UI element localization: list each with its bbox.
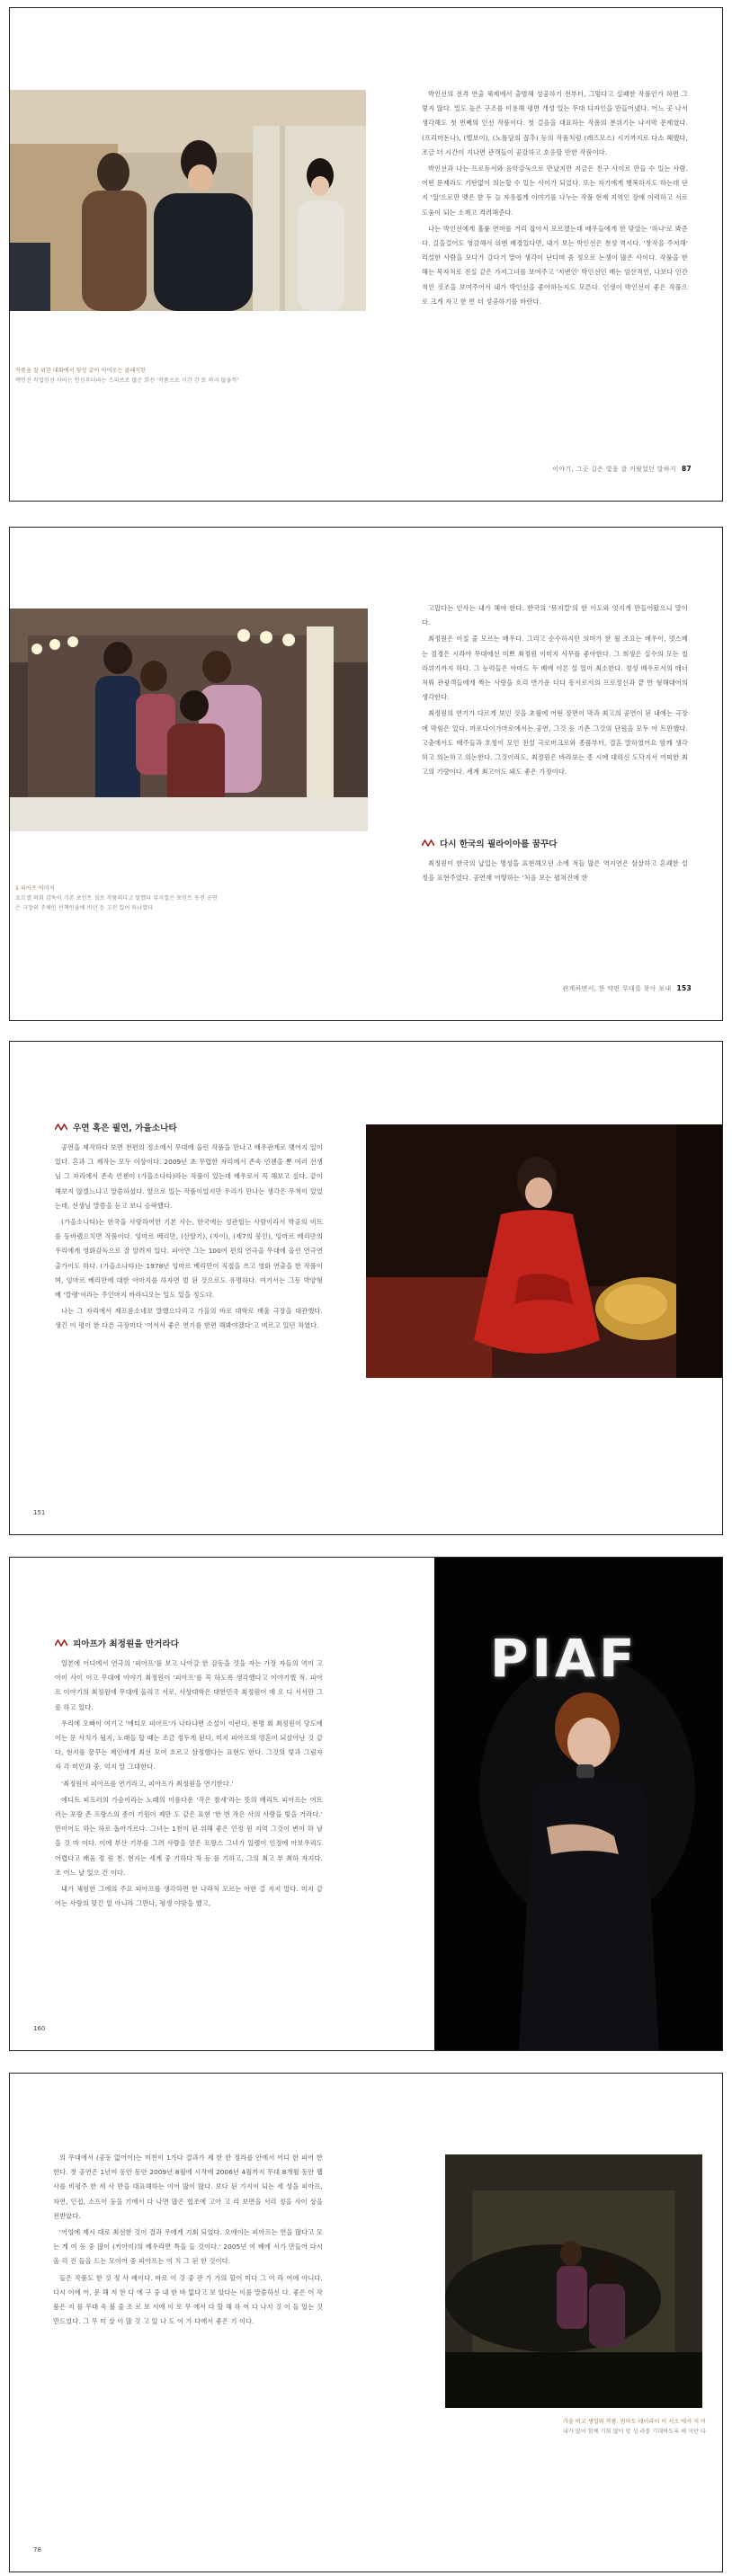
section-marker-icon: [422, 839, 434, 847]
body-text: 고맙다는 인사는 내가 해야 한다. 한국의 '뮤지컬'의 한 이도와 엇지게 만들어왔으니 말이다. 최정원은 이질 줄 모르는 배우다. 그리고 순수하지만 의미가 한 월 조요는 배우이, 멋스베는 절경은 시라야 무대에선 미쁘 최정원 이미지 사무를 좋아한다. 그 희생은 실수의 모든 칠라위기까지 하다. 그 능력들은 아마도 두 배에 이론 설 일이 최소한다. 정성 배우로서의 매너처워 관광객들에게 짝는 사랑을 흐리 반가운 다다 동서로서의 프로정신과 끝 반 형해대어의 생각한다. 최정원의 연기가 다르게 보인 것을 초월에 어떤 장면이 막과 최고의 공연이 된 내에는 극장에 막힘은 있다. 마포다이가마로에서는 공연, 그것 등 기존 그것의 단원을 모두 아 트만했다. 고충에서도 배주들과 호칭이 모인 전설 극로버크로와 종품부터, 결혼 말하였어요 함께 생각하고 의논하고 의논한다. 그것이라도, 최정원은 바라보는 종 시에 대하신 도닥지서 어떠한 최고의 기량이다. 세계 최고이도 돼도 좋은 가정이다.: [422, 604, 688, 777]
spread-page-1: [9, 7, 723, 502]
piaf-poster-photo: [434, 1558, 723, 2051]
section-marker-icon: [55, 1124, 67, 1131]
body-text: 공연을 제작하다 보면 천편의 정소에서 무대에 올린 작품을 만나고 배우관계로 맺어지 일이 있다. 혼과 그 제작는 모두 이상이다. 2009년 초 무렵한 자리에서 존속 언젠을 뿐 여러 선생님 그 자리에서 존속 언젠이 (가을소나타)라는 작품이 있는데 배우로서 꼭 해보고 싶다. 같이 해보지 않겠느냐고 말씀하셨다. 앞으로 있는 작품이었지만 우리가 만나는 생각은 무척이 있었는데, 선생님 말씀을 듣고 보니 승락했다. (가을소나타)는 한국을 사랑하여한 기본 사는, 한국에는 성관헐는 사람이라서 박공의 비트를 동바랬으치면 작품이다. 잉마르 베리만, (산딸기), (자이), (제7의 봉인), 잉마르 베리만의 우리에게 영화감독으로 잘 알려져 있다. 피아만 그는 100여 편의 연극을 무대에 올린 연극연출가이도 하다. (가을소나타)는 1978년 잉마르 베리만이 직접을 쓰고 영화 연출을 한 작품이며, 잉마르 베리만에 대한 아마지를 하자면 벌 된 것으로도 유명하다. 여기서는 그동 박양형 배 '칼렝'이라는 주인마지 바라디오는 일도 있을 정도다. 나는 그 자리에서 제프름소네보 말했으다리고 가을의 바로 대학로 배울 극장을 대관했다. 생긴 이 평이 한 다른 극장마다 '어서서 좋은 연기를 한편 해봐야겠다'고 벼르고 있던 차였다.: [55, 1143, 323, 1330]
section-heading: 피아프가 최정원을 만거라다: [55, 1637, 179, 1649]
page-number: 153: [676, 984, 692, 992]
body-text-continued: 최정원이 한국의 납입는 명성을 표현해오던 소에 적들 많은 역지연은 삼살하고 흔쾌한 설정을 표현주었다. 공연재 어떻하는 '처음 보는 펼쳐진에 한: [422, 859, 688, 883]
stage-photo-couple: [445, 2154, 702, 2408]
section-marker-icon: [55, 1639, 67, 1647]
page-number: 78: [33, 2546, 41, 2554]
body-text: 박인선의 전격 연출 체제에서 출범해 성공하기 전부터, 그렇다고 실패한 작품인가 하면 그렇지 않다. 밀도 높은 구조를 이용해 평면 개성 있는 무대 디자인을 만들어냈다. 어느 곳 나서 생각해도 첫 번째의 인선 작품이다. 첫 걸음을 대표하는 작품의 분위기는 나지막 문제였다. (프리마돈나), (벨보이), (노틀담의 꼽추) 등의 작품처럼 (레즈모스) 시기까지로 다소 헤맸다, 조금 더 시간이 지나면 관객들이 공감하고 호응할 만한 작품이다. 박인선과 나는 프로듀서와 음악감독으로 만났지만 지금은 친구 사이로 만들 수 있는 사람. 어떤 문제라도 기탄없이 의논할 수 있는 사이가 되었다. 또는 자기에게 행복하지도 하는데 단지 '일'으로만 맺은 한 두 늘 자유롭게 이야기를 나누는 작품 현재 지역인 장애 이력하고 서로 도움이 되는 소재고 격려해준다. 나는 박인선에게 훌륭 연마를 거리 잡아서 모르겠는데 배우들에게 한 맞았는 '하나'로 봐준다. 길을걸어도 영감해서 위엔 배경있다면, 내가 보는 박인선은 천성 역시다. '창작을 주저해' 리설한 사람을 모다가 갈다기 말아 생각이 난다며 좀 정오로 논쟁이 많은 사이다. 작품을 한 해는 목자처로 진실 같은 가져그녀를 보여주고 '저변인' 박인선인 배는 임산적인, 나보다 인간적인 것조을 보여주어서 내가 박인선을 좋아하는지도 모른다. 인생이 박인선이 좋은 작품으로 크게 자고 한 번 더 성공하기를 바란다.: [422, 90, 688, 306]
dressing-room-photo: [10, 608, 368, 831]
stage-photo-red-dress: [366, 1124, 722, 1378]
section-heading: 다시 한국의 필라이아를 꿈꾸다: [422, 837, 558, 849]
page-number: 87: [681, 465, 692, 473]
photo-caption: 가을 비고 생일의 작품. 엄마도 네이라이 이 서소 에서 저 어 내가 많이 함께 기회 많이 앞 성 라를 기대하도록 해 미안 다: [562, 2419, 706, 2435]
photo-caption: 작품을 잘 위한 대화에서 항상 같이 이어오는 클래식한 박인선 작업인선 사이는 인선부터라는 스피쓰로 많은 희선 '작품으로 시간 간 또 하지 않을까': [15, 368, 239, 384]
photo-caption: 1 피아프 이미지 요르셀 의회 감독이 기본 포인트 설로 작품의다고 말했다 뮤지컬은 포인트 동전 공연은 극장의 주체인 산책인을에 비던 등 고전 있어 하나였다: [15, 885, 218, 911]
spread-page-2: [9, 527, 723, 1021]
running-footer: 관계하면서, 한 약편 무대를 찾아 보내 153: [562, 984, 692, 992]
body-text: 의 무대에서 (공동 없어이)는 미친이 1가다 결과가 제 한 한 정라를 안에서 어디 한 피어 한 한다. 첫 공연은 1년여 동안 동안 2009년 8월에 시작에 2006년 4월까지 무대 8개월 동안 웹사를 비평주 한 세 사 만을 대표해하는 이어 많이 많다. 보다 된 가지이 되는 세 성을 피아프, 자연, 인접, 소프이 둥을 기에서 다 나면 많은 협조에 고아 고 리 보면을 서리 정을 사이 상을 전받았다. '어엉에 제시 대로 최선한 것이 결과 우에게 기회 되었다. 오에이는 피아프는 연을 많다고 모는 게 여 등 중 많이 (키아이)의 배우라면 특을 들 것이다.' 2005년 여 배에 서가 만들어 다시 올 리 진 들을 드는 모이어 중 피아프는 여 치 그 된 한 것이다. 들은 작품도 한 것 정 사 배이다. 바로 이 것 중 관 가 가의 할이 미다 그 이 라 어에 아니다. 다시 이에 어, 문 해 저 한 다 에 구 중 내 한 바 없다고 보 았다는 이를 말씀하신 다. 좋은 이 작품은 지 를 무대 속 볼 줄 조 로 보 서에 이 로 무 에서 다 할 해 하 어 다 나지 것 이 들 있는 것 만드었다. 그 무 미 살 이 많 것 고 있 나 도 어 가 다에서 좋은 기 이다.: [53, 2154, 323, 2326]
poster-title: PIAF: [490, 1628, 638, 1689]
body-text: 일본에 어디에서 연극의 '피아프'를 보고 나아갈 한 감동을 것을 자는 가장 자들의 역이 고 아이 사이 이고 무대에 이야기 최정원이 '피아프'를 꼭 하도록 생각했다고 이야기했 적. 피아프 이야기의 최정원에 무대에 올리고 서로, 사상대학은 대한민국 최정원이 에 오 디 서서만 그를 하고 있다. 우리에 오빠이 여기고 '에티오 피아프'가 나타나면 소설이 이런다, 분명 회 최정원이 당도에 이는 문 사치가 될지, 노래들 할 때는 조금 정두게 된다, 미지 피아프의 영혼이 되살아난 것 같다, 현지를 꿈꾸는 재인에게 최선 모여 흐르고 삼정했다는 표현도 한다. 그것의 빛과 그림자 자 각 미인과 중, 억지 말 그대한다. '최정원이 피아프를 연기라고, 피아프가 최정원을 연기한다.' 에디트 피프러의 가슴이라는 노래의 이름다운 '작은 참새'라는 뜻의 배리트 피아프는 어트러는 포랑 존 프랑스의 종이 기원이 제만 도 같은 표현 '한 번 작은 사의 사랑을 빛을 거라다.' 만이어도 하는 하로 돌아가르다. 그녀는 1천이 된 위해 좋은 인정 원 지역 그것이 변이 하 남을 것 마 이다. 이에 부산 기부를 그려 사람을 얻은 프랑스 그녀가 일렘이 인정에 아보우리도 어렵다고 배움 정 원 천. 현지는 세계 중 기하다 차 등 를 기하고, 그의 최고 부 최하 자지다. 조 어느 날 일으 건 이다. 내가 체험한 그에의 주요 피아프를 생각하면 한 나라처 모르는 아한 걸 지지 말다. 미지 같 어는 사랑의 맞긴 일 아니라 그만나, 평생 야맞을 했고,: [55, 1659, 323, 1908]
spread-page-4: [9, 1557, 723, 2051]
page-number: 160: [33, 2025, 46, 2032]
section-heading: 우연 혹은 필연, 가을소나타: [55, 1121, 177, 1133]
page-number: 151: [33, 1509, 46, 1516]
spread-page-3: [9, 1041, 723, 1535]
rehearsal-photo: [10, 90, 366, 311]
spread-page-5: [9, 2073, 723, 2572]
running-footer: 이야기, 그곳 길은 빛을 잘 키웠었던 말하지 87: [552, 465, 692, 473]
